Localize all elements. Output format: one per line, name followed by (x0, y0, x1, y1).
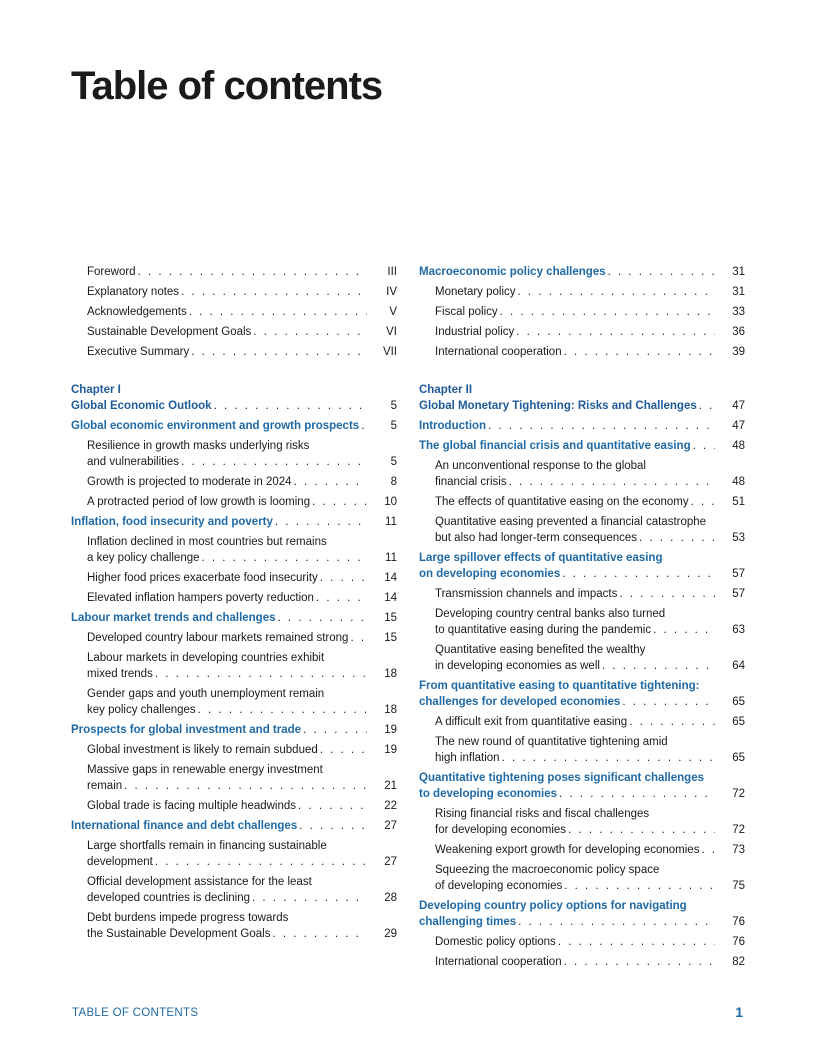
toc-entry-label: Acknowledgements (87, 306, 187, 318)
toc-entry-label: for developing economies (435, 824, 567, 836)
toc-page-number: 65 (732, 716, 745, 728)
toc-column-right (419, 264, 745, 974)
toc-page-number: 14 (384, 572, 397, 584)
dot-leader (602, 658, 715, 674)
toc-entry-label: Domestic policy options (435, 936, 556, 948)
toc-entry-label: challenging times (419, 916, 517, 928)
dot-leader (502, 750, 715, 766)
toc-entry-label: and vulnerabilities (87, 456, 180, 468)
toc-page-number: 29 (384, 928, 397, 940)
toc-entry-label: Industrial policy (435, 326, 515, 338)
dot-leader (299, 818, 367, 834)
toc-entry[interactable] (71, 474, 397, 490)
toc-entry-label-line: Massive gaps in renewable energy investment (87, 764, 323, 776)
toc-entry-label-line: The new round of quantitative tightening amid (435, 736, 668, 748)
dot-leader (622, 694, 715, 710)
dot-leader (198, 702, 367, 718)
toc-entry-label: Introduction (419, 420, 487, 432)
dot-leader (320, 570, 367, 586)
toc-entry-label-line: Labour markets in developing countries exhibit (87, 652, 325, 664)
dot-leader (202, 550, 367, 566)
toc-section-heading[interactable] (419, 770, 745, 802)
dot-leader (253, 324, 367, 340)
toc-page-number: 72 (732, 824, 745, 836)
dot-leader (653, 622, 715, 638)
toc-page-number: 53 (732, 532, 745, 544)
toc-entry-label: financial crisis (435, 476, 507, 488)
toc-entry[interactable] (419, 284, 745, 300)
toc-entry-label-line: Resilience in growth masks underlying risks (87, 440, 310, 452)
dot-leader (191, 344, 367, 360)
toc-page-number: VII (382, 346, 397, 358)
toc-entry[interactable] (71, 590, 397, 606)
toc-entry-label: mixed trends (87, 668, 153, 680)
toc-page-number: 28 (384, 892, 397, 904)
dot-leader (272, 926, 367, 942)
toc-page-number: 11 (385, 516, 397, 528)
toc-entry[interactable] (419, 458, 745, 490)
dot-leader (562, 566, 715, 582)
toc-entry[interactable] (419, 842, 745, 858)
toc-entry[interactable] (419, 862, 745, 894)
toc-entry[interactable] (419, 954, 745, 970)
toc-section-heading[interactable] (71, 418, 397, 434)
toc-page-number: 22 (384, 800, 397, 812)
dot-leader (181, 454, 367, 470)
toc-page-number: 36 (732, 326, 745, 338)
dot-leader (629, 714, 715, 730)
dot-leader (298, 798, 367, 814)
toc-entry[interactable] (71, 284, 397, 300)
toc-entry[interactable] (71, 910, 397, 942)
toc-entry-label: Global Economic Outlook (71, 400, 212, 412)
toc-column-left (71, 264, 397, 946)
toc-page-number: 14 (384, 592, 397, 604)
toc-entry-label: Labour market trends and challenges (71, 612, 276, 624)
toc-entry-label: a key policy challenge (87, 552, 200, 564)
toc-entry-label-line: Debt burdens impede progress towards (87, 912, 289, 924)
dot-leader (518, 914, 715, 930)
toc-page-number: 31 (732, 286, 745, 298)
toc-entry[interactable] (71, 838, 397, 870)
toc-page-number: 5 (390, 400, 397, 412)
dot-leader (559, 786, 715, 802)
toc-entry[interactable] (71, 686, 397, 718)
toc-section-heading[interactable] (419, 438, 745, 454)
toc-section-heading[interactable] (419, 550, 745, 582)
toc-entry-label: to quantitative easing during the pandemic (435, 624, 652, 636)
toc-page-number: 39 (732, 346, 745, 358)
toc-page-number: 15 (384, 612, 397, 624)
toc-entry-label: high inflation (435, 752, 500, 764)
dot-leader (516, 324, 715, 340)
footer-section-label: TABLE OF CONTENTS (72, 1007, 199, 1019)
toc-entry[interactable] (419, 606, 745, 638)
toc-entry-label-line: Quantitative easing benefited the wealthy (435, 644, 646, 656)
toc-entry-label-line: Quantitative easing prevented a financial catastrophe (435, 516, 707, 528)
toc-page-number: 27 (384, 820, 397, 832)
toc-entry[interactable] (71, 264, 397, 280)
toc-entry[interactable] (71, 630, 397, 646)
dot-leader (500, 304, 715, 320)
dot-leader (124, 778, 367, 794)
toc-page-number: 48 (732, 440, 745, 452)
dot-leader (214, 398, 367, 414)
dot-leader (316, 590, 367, 606)
dot-leader (303, 722, 367, 738)
dot-leader (181, 284, 367, 300)
toc-entry-label: to developing economies (419, 788, 558, 800)
toc-page-number: 75 (732, 880, 745, 892)
toc-page-number: 10 (384, 496, 397, 508)
dot-leader (564, 344, 715, 360)
toc-page-number: 72 (732, 788, 745, 800)
dot-leader (488, 418, 715, 434)
toc-entry-label-line: Developing country policy options for navigating (419, 900, 687, 912)
toc-entry-label: challenges for developed economies (419, 696, 621, 708)
toc-entry-label-line: Squeezing the macroeconomic policy space (435, 864, 660, 876)
toc-page-number: 47 (732, 420, 745, 432)
toc-page-number: 47 (732, 400, 745, 412)
toc-entry-label: Prospects for global investment and trade (71, 724, 302, 736)
toc-entry-label: Macroeconomic policy challenges (419, 266, 606, 278)
toc-entry-label: Monetary policy (435, 286, 516, 298)
toc-page-number: 21 (384, 780, 397, 792)
dot-leader (518, 284, 715, 300)
toc-entry-label: International cooperation (435, 956, 562, 968)
section-spacer (419, 364, 745, 382)
dot-leader (294, 474, 367, 490)
toc-page-number: 57 (732, 588, 745, 600)
dot-leader (155, 854, 367, 870)
dot-leader (350, 630, 367, 646)
dot-leader (564, 878, 715, 894)
dot-leader (691, 494, 715, 510)
toc-entry[interactable] (71, 874, 397, 906)
toc-page-number: VI (386, 326, 397, 338)
dot-leader (278, 610, 367, 626)
toc-entry[interactable] (419, 304, 745, 320)
dot-leader (252, 890, 367, 906)
dot-leader (189, 304, 367, 320)
toc-entry-label: Weakening export growth for developing economies (435, 844, 700, 856)
toc-entry-label: Executive Summary (87, 346, 190, 358)
toc-entry-label: Inflation, food insecurity and poverty (71, 516, 273, 528)
toc-page-number: IV (386, 286, 397, 298)
toc-entry[interactable] (419, 514, 745, 546)
toc-entry-label-line: Large shortfalls remain in financing sustainable (87, 840, 327, 852)
toc-entry[interactable] (419, 324, 745, 340)
toc-entry[interactable] (419, 344, 745, 360)
toc-entry-label-line: Inflation declined in most countries but remains (87, 536, 327, 548)
toc-page-number: 76 (732, 916, 745, 928)
toc-entry[interactable] (71, 798, 397, 814)
toc-entry[interactable] (71, 344, 397, 360)
toc-entry-label: of developing economies (435, 880, 563, 892)
toc-entry-label: key policy challenges (87, 704, 196, 716)
dot-leader (701, 842, 715, 858)
toc-section-heading[interactable] (419, 898, 745, 930)
toc-entry-label-line: Developing country central banks also turned (435, 608, 666, 620)
toc-entry-label: Elevated inflation hampers poverty reduction (87, 592, 314, 604)
toc-page-number: 65 (732, 696, 745, 708)
toc-entry[interactable] (419, 714, 745, 730)
toc-page-number: 11 (385, 552, 397, 564)
toc-entry-label: Developed country labour markets remained strong (87, 632, 349, 644)
toc-entry-label: in developing economies as well (435, 660, 600, 672)
footer-page-number: 1 (735, 1004, 743, 1020)
toc-entry-label-line: Rising financial risks and fiscal challenges (435, 808, 650, 820)
dot-leader (155, 666, 367, 682)
toc-page-number: 57 (732, 568, 745, 580)
dot-leader (568, 822, 715, 838)
toc-entry-label: A protracted period of low growth is looming (87, 496, 311, 508)
toc-entry-label: The effects of quantitative easing on the economy (435, 496, 689, 508)
dot-leader (320, 742, 367, 758)
dot-leader (361, 418, 367, 434)
toc-entry-label-line: Official development assistance for the least (87, 876, 312, 888)
toc-entry[interactable] (71, 650, 397, 682)
toc-entry[interactable] (419, 934, 745, 950)
toc-page-number: 18 (384, 668, 397, 680)
toc-page-number: 63 (732, 624, 745, 636)
dot-leader (693, 438, 715, 454)
dot-leader (558, 934, 715, 950)
toc-section-heading[interactable] (71, 514, 397, 530)
toc-entry-label: Global investment is likely to remain subdued (87, 744, 318, 756)
page-title: Table of contents (71, 64, 383, 108)
toc-entry[interactable] (419, 642, 745, 674)
toc-entry-label: developed countries is declining (87, 892, 251, 904)
toc-page-number: 73 (732, 844, 745, 856)
toc-page-number: 8 (390, 476, 397, 488)
toc-entry-label: Foreword (87, 266, 136, 278)
toc-page-number: 18 (384, 704, 397, 716)
toc-entry[interactable] (71, 762, 397, 794)
toc-entry-label-line: Chapter I (71, 384, 121, 396)
toc-page-number: 33 (732, 306, 745, 318)
toc-entry[interactable] (71, 324, 397, 340)
toc-page-number: 15 (384, 632, 397, 644)
toc-entry-label-line: Gender gaps and youth unemployment remain (87, 688, 325, 700)
toc-page-number: V (389, 306, 397, 318)
toc-page-number: 65 (732, 752, 745, 764)
toc-section-heading[interactable] (419, 678, 745, 710)
dot-leader (509, 474, 715, 490)
toc-entry-label: Higher food prices exacerbate food insecurity (87, 572, 318, 584)
toc-entry[interactable] (71, 438, 397, 470)
toc-entry-label: Global Monetary Tightening: Risks and Challenges (419, 400, 697, 412)
toc-entry-label: on developing economies (419, 568, 561, 580)
dot-leader (564, 954, 715, 970)
toc-page-number: 82 (732, 956, 745, 968)
dot-leader (275, 514, 367, 530)
dot-leader (312, 494, 367, 510)
toc-entry-label: A difficult exit from quantitative easing (435, 716, 628, 728)
toc-page-number: 5 (390, 420, 397, 432)
toc-entry-label: The global financial crisis and quantitative easing (419, 440, 691, 452)
toc-entry-label: Transmission channels and impacts (435, 588, 618, 600)
toc-page-number: 64 (732, 660, 745, 672)
toc-entry-label-line: From quantitative easing to quantitative tightening: (419, 680, 700, 692)
toc-page-number: 19 (384, 744, 397, 756)
toc-section-heading[interactable] (71, 610, 397, 626)
toc-entry-label: Global trade is facing multiple headwinds (87, 800, 297, 812)
toc-section-heading[interactable] (419, 418, 745, 434)
dot-leader (608, 264, 715, 280)
toc-entry-label: Fiscal policy (435, 306, 498, 318)
toc-page-number: 76 (732, 936, 745, 948)
toc-entry-label: the Sustainable Development Goals (87, 928, 271, 940)
toc-chapter-heading[interactable] (71, 382, 397, 414)
toc-entry-label: Growth is projected to moderate in 2024 (87, 476, 292, 488)
toc-page-number: 19 (384, 724, 397, 736)
toc-entry[interactable] (71, 534, 397, 566)
toc-entry-label-line: Quantitative tightening poses significant challenges (419, 772, 704, 784)
toc-page-number: III (387, 266, 397, 278)
toc-chapter-heading[interactable] (419, 382, 745, 414)
toc-entry-label-line: Chapter II (419, 384, 473, 396)
dot-leader (639, 530, 715, 546)
toc-entry-label: development (87, 856, 153, 868)
toc-entry-label: remain (87, 780, 123, 792)
toc-section-heading[interactable] (71, 818, 397, 834)
dot-leader (699, 398, 715, 414)
toc-entry[interactable] (71, 742, 397, 758)
toc-section-heading[interactable] (419, 264, 745, 280)
toc-entry-label: but also had longer-term consequences (435, 532, 638, 544)
toc-entry[interactable] (419, 586, 745, 602)
toc-entry-label: International finance and debt challenges (71, 820, 298, 832)
toc-entry[interactable] (71, 570, 397, 586)
toc-entry[interactable] (71, 304, 397, 320)
toc-entry-label-line: An unconventional response to the global (435, 460, 646, 472)
toc-page-number: 5 (390, 456, 397, 468)
toc-entry[interactable] (419, 734, 745, 766)
toc-entry[interactable] (419, 494, 745, 510)
toc-entry[interactable] (71, 494, 397, 510)
toc-section-heading[interactable] (71, 722, 397, 738)
toc-entry-label-line: Large spillover effects of quantitative easing (419, 552, 663, 564)
dot-leader (619, 586, 715, 602)
toc-page-number: 48 (732, 476, 745, 488)
dot-leader (138, 264, 367, 280)
section-spacer (71, 364, 397, 382)
toc-page-number: 31 (732, 266, 745, 278)
toc-page-number: 27 (384, 856, 397, 868)
toc-page-number: 51 (732, 496, 745, 508)
toc-entry-label: Explanatory notes (87, 286, 180, 298)
toc-entry[interactable] (419, 806, 745, 838)
toc-entry-label: International cooperation (435, 346, 562, 358)
toc-entry-label: Global economic environment and growth prospects (71, 420, 360, 432)
toc-entry-label: Sustainable Development Goals (87, 326, 252, 338)
